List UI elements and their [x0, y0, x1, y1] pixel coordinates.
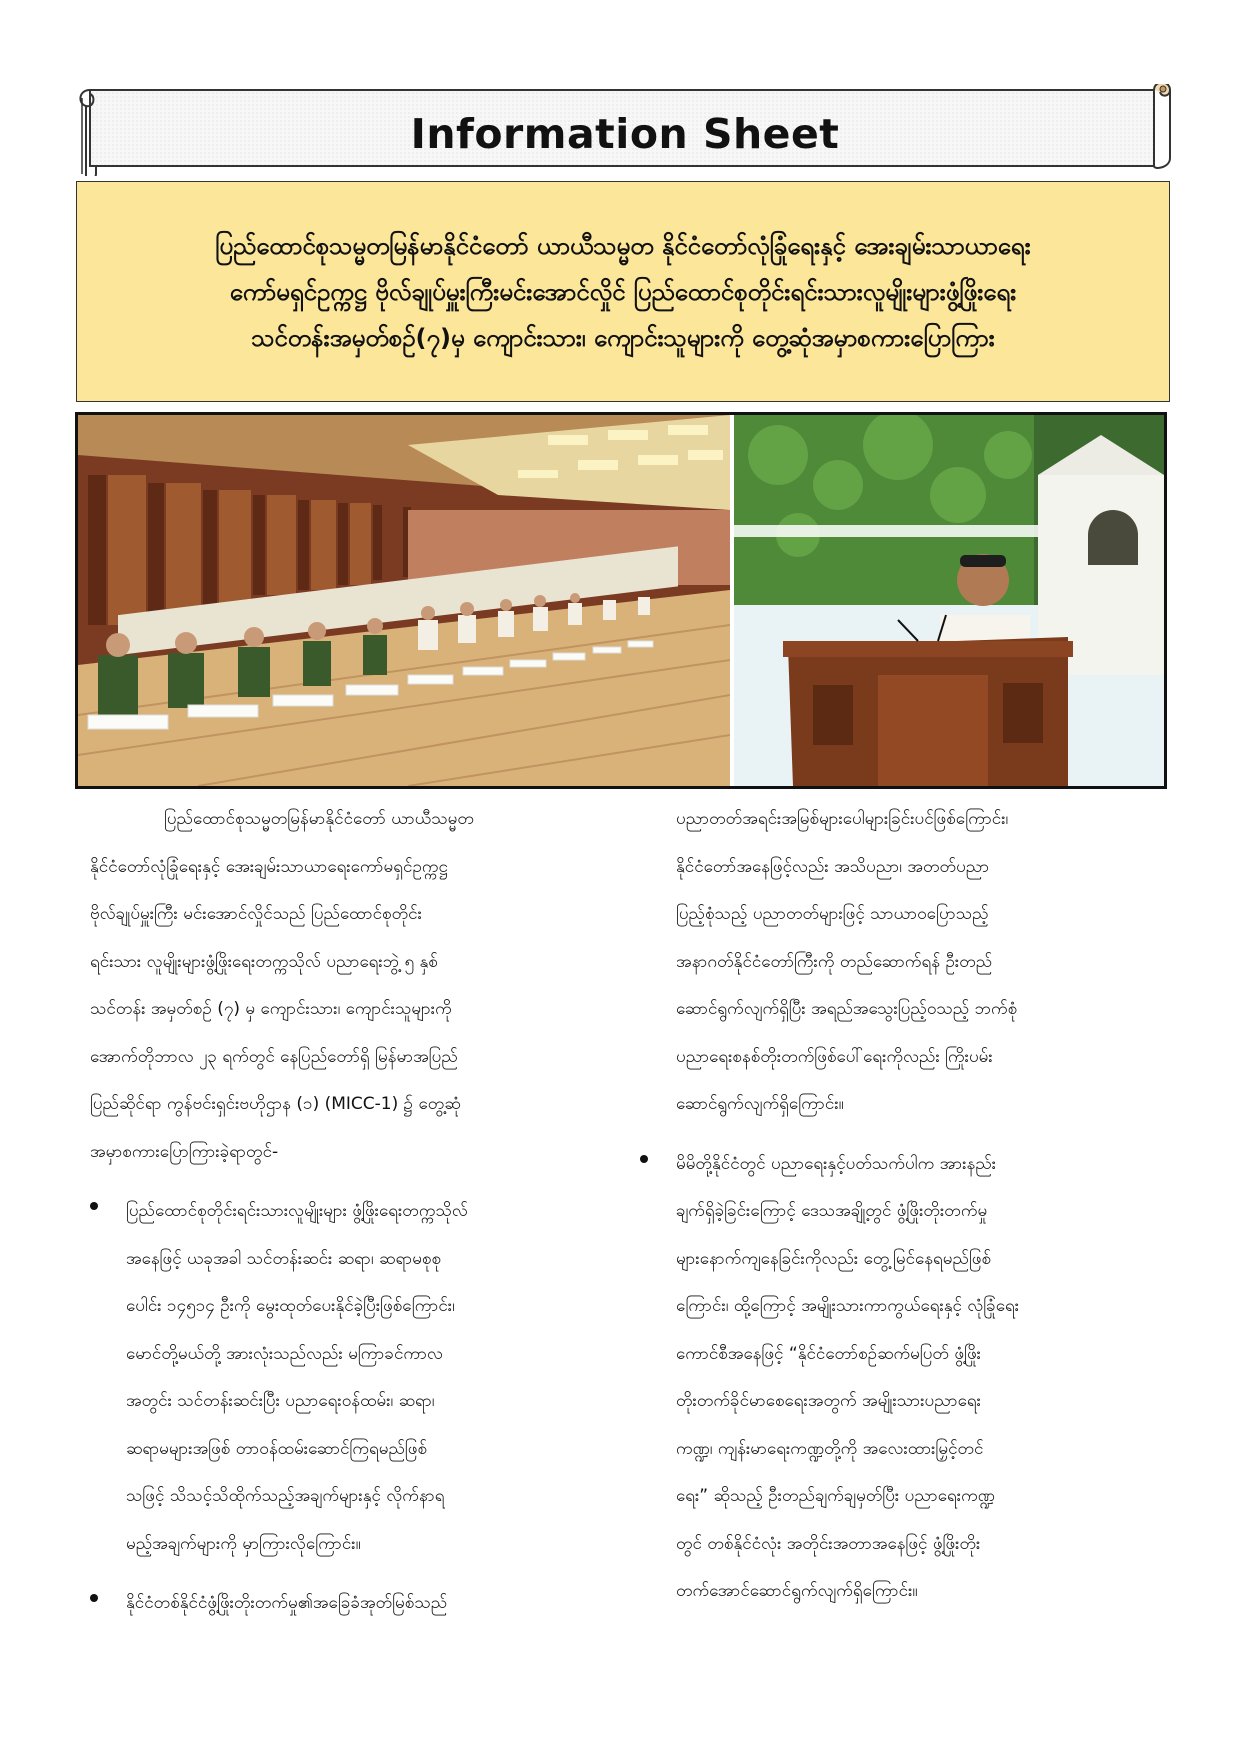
bullet-icon	[90, 1594, 98, 1602]
text-line: နိုင်ငံတော်လုံခြုံရေးနှင့် အေးချမ်းသာယာရေးကော်မရှင်ဥက္ကဋ္ဌ	[90, 856, 448, 877]
text-line: နိုင်ငံတော်အနေဖြင့်လည်း အသိပညာ၊ အတတ်ပညာ	[676, 856, 990, 877]
text-line: ပညာတတ်အရင်းအမြစ်များပေါများခြင်းပင်ဖြစ်ကြောင်း၊	[676, 809, 1009, 829]
text-line: ပြည်ဆိုင်ရာ ကွန်ဗင်းရှင်းဗဟိုဌာန (၁) (MICC-1) ၌ တွေ့ဆုံ	[90, 1094, 461, 1114]
text-line: ချက်ရှိခဲ့ခြင်းကြောင့် ဒေသအချို့တွင် ဖွံ့ဖြိုးတိုးတက်မှု	[676, 1201, 988, 1221]
headline-box	[76, 181, 1170, 402]
text-line: မောင်တို့မယ်တို့ အားလုံးသည်လည်း မကြာခင်ကာလ	[126, 1343, 443, 1364]
intro-paragraph	[90, 796, 600, 1176]
bullet-text	[126, 1580, 600, 1628]
left-column	[90, 796, 600, 1628]
text-line: သဖြင့် သိသင့်သိထိုက်သည့်အချက်များနှင့် လိုက်နာရ	[126, 1486, 445, 1506]
text-line: ကဏ္ဍ၊ ကျန်းမာရေးကဏ္ဍတို့ကို အလေးထားမြှင့်တင်	[676, 1438, 984, 1459]
text-line: ပြည့်စုံသည့် ပညာတတ်များဖြင့် သာယာဝပြောသည့်	[676, 904, 989, 924]
title-banner	[76, 84, 1174, 176]
bullet-continuation	[676, 796, 1150, 1129]
text-line: တွင် တစ်နိုင်ငံလုံး အတိုင်းအတာအနေဖြင့် ဖွံ့ဖြိုးတိုး	[676, 1533, 981, 1554]
hall-audience-photo	[78, 415, 730, 786]
text-line: ရင်းသား လူမျိုးများဖွံ့ဖြိုးရေးတက္ကသိုလ် ပညာရေးဘွဲ့ ၅ နှစ်	[90, 951, 438, 972]
bullet-text	[126, 1188, 600, 1568]
text-line: နိုင်ငံတစ်နိုင်ငံဖွံ့ဖြိုးတိုးတက်မှု၏အခြေခံအုတ်မြစ်သည်	[126, 1593, 448, 1613]
text-line: ပြည်ထောင်စုသမ္မတမြန်မာနိုင်ငံတော် ယာယီသမ္မတ	[164, 809, 474, 829]
text-line: တက်အောင်ဆောင်ရွက်လျက်ရှိကြောင်း။	[676, 1581, 918, 1601]
text-line: မည့်အချက်များကို မှာကြားလိုကြောင်း။	[126, 1533, 361, 1554]
text-line: အနေဖြင့် ယခုအခါ သင်တန်းဆင်း ဆရာ၊ ဆရာမစုစု	[126, 1248, 442, 1269]
text-line: ဆောင်ရွက်လျက်ရှိကြောင်း။	[676, 1094, 844, 1114]
text-line: ဗိုလ်ချုပ်မှူးကြီး မင်းအောင်လှိုင်သည် ပြည်ထောင်စုတိုင်း	[90, 904, 422, 924]
text-line: ကြောင်း၊ ထို့ကြောင့် အမျိုးသားကာကွယ်ရေးနှင့် လုံခြုံရေး	[676, 1296, 1020, 1316]
text-line: ပညာရေးစနစ်တိုးတက်ဖြစ်ပေါ်ရေးကိုလည်း ကြိုးပမ်း	[676, 1046, 993, 1067]
bullet-icon	[640, 1155, 648, 1163]
text-line: ပြည်ထောင်စုတိုင်းရင်းသားလူမျိုးများ ဖွံ့ဖြိုးရေးတက္ကသိုလ်	[126, 1201, 468, 1221]
text-line: မိမိတို့နိုင်ငံတွင် ပညာရေးနှင့်ပတ်သက်ပါက အားနည်း	[676, 1153, 997, 1174]
text-line: ရေး” ဆိုသည့် ဦးတည်ချက်ချမှတ်ပြီး ပညာရေးကဏ္ဍ	[676, 1486, 995, 1506]
bullet-item	[90, 1580, 600, 1628]
text-line: အောက်တိုဘာလ ၂၃ ရက်တွင် နေပြည်တော်ရှိ မြန်မာအပြည်	[90, 1046, 458, 1067]
bullet-item	[640, 1141, 1150, 1616]
text-line: အမှာစကားပြောကြားခဲ့ရာတွင်-	[90, 1141, 279, 1162]
photo-strip	[75, 412, 1167, 789]
text-line: အတွင်း သင်တန်းဆင်းပြီး ပညာရေးဝန်ထမ်း၊ ဆရာ၊	[126, 1391, 435, 1411]
text-line: ပေါင်း ၁၄၅၁၄ ဦးကို မွေးထုတ်ပေးနိုင်ခဲ့ပြီးဖြစ်ကြောင်း၊	[126, 1296, 455, 1316]
text-line: ဆရာမများအဖြစ် တာဝန်ထမ်းဆောင်ကြရမည်ဖြစ်	[126, 1438, 428, 1459]
headline-line: ကော်မရှင်ဥက္ကဋ္ဌ ဗိုလ်ချုပ်မှူးကြီးမင်းအောင်လှိုင် ပြည်ထောင်စုတိုင်းရင်းသားလူမျိုးများဖွံ့ဖြိုးရေး	[229, 277, 1017, 306]
headline-line: သင်တန်းအမှတ်စဉ်(၇)မှ ကျောင်းသား၊ ကျောင်းသူများကို တွေ့ဆုံအမှာစကားပြောကြား	[251, 323, 995, 352]
text-line: သင်တန်း အမှတ်စဉ် (၇) မှ ကျောင်းသား၊ ကျောင်းသူများကို	[90, 999, 452, 1019]
bullet-icon	[90, 1202, 98, 1210]
text-line: များနောက်ကျနေခြင်းကိုလည်း တွေ့မြင်နေရမည်ဖြစ်	[676, 1248, 992, 1269]
speaker-at-podium-photo	[734, 415, 1164, 786]
page-title: Information Sheet	[410, 110, 840, 158]
text-line: ကောင်စီအနေဖြင့် “နိုင်ငံတော်စဉ်ဆက်မပြတ် ဖွံ့ဖြိုး	[676, 1343, 981, 1364]
headline-line: ပြည်ထောင်စုသမ္မတမြန်မာနိုင်ငံတော် ယာယီသမ္မတ နိုင်ငံတော်လုံခြုံရေးနှင့် အေးချမ်းသာယာရေး	[215, 231, 1031, 260]
text-line: ဆောင်ရွက်လျက်ရှိပြီး အရည်အသွေးပြည့်ဝသည့် ဘက်စုံ	[676, 999, 1018, 1019]
bullet-text	[676, 1141, 1150, 1616]
bullet-item	[90, 1188, 600, 1568]
text-line: အနာဂတ်နိုင်ငံတော်ကြီးကို တည်ဆောက်ရန် ဦးတည်	[676, 951, 993, 972]
text-line: တိုးတက်ခိုင်မာစေရေးအတွက် အမျိုးသားပညာရေး	[676, 1391, 981, 1411]
right-column	[676, 796, 1150, 1616]
